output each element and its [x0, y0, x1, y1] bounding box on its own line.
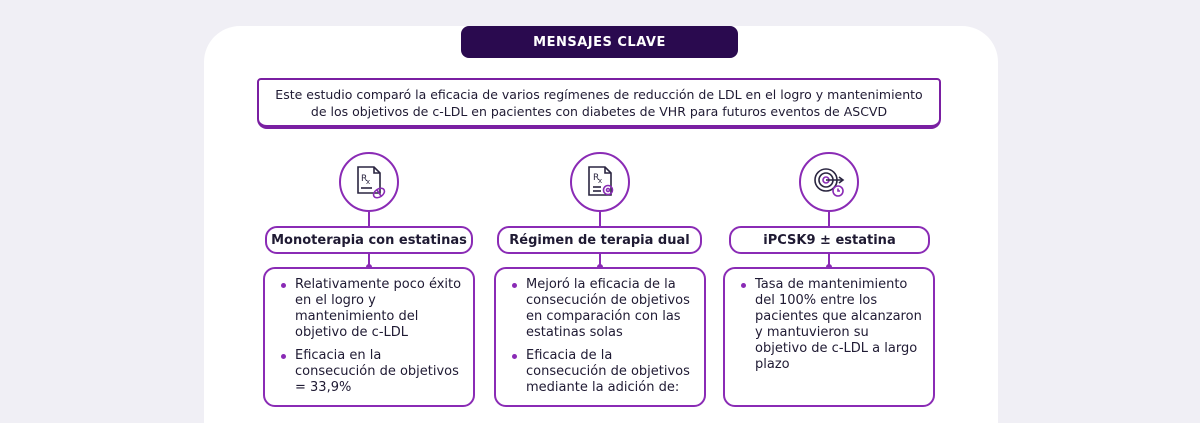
svg-text:x: x	[598, 177, 603, 185]
monoterapia-box	[263, 267, 475, 407]
connector-line	[599, 212, 601, 226]
list-item: Mejoró la eficacia de la consecución de objetivos en comparación con las estatinas solas	[526, 277, 694, 341]
list-item: Eficacia en la consecución de objetivos = 33,9%	[295, 348, 463, 396]
prescription-pills-icon	[339, 152, 399, 212]
label-terapia-dual: Régimen de terapia dual	[497, 226, 702, 254]
label-monoterapia: Monoterapia con estatinas	[265, 226, 473, 254]
list-item: Relativamente poco éxito en el logro y mantenimiento del objetivo de c-LDL	[295, 277, 462, 340]
connector-line	[828, 212, 830, 226]
svg-text:x: x	[366, 178, 371, 186]
connector-line	[368, 212, 370, 226]
ipcsk9-box	[723, 267, 935, 407]
list-item: Tasa de mantenimiento del 100% entre los pacientes que alcanzaron y mantuvieron su objetivo de c-LDL a largo plazo	[755, 277, 922, 372]
label-ipcsk9: iPCSK9 ± estatina	[729, 226, 930, 254]
target-arrow-clock-icon	[799, 152, 859, 212]
svg-text:R: R	[593, 173, 600, 183]
terapia-dual-box	[494, 267, 706, 407]
list-item: Eficacia de la consecución de objetivos mediante la adición de:	[526, 348, 694, 396]
svg-text:R: R	[361, 174, 368, 184]
section-title: MENSAJES CLAVE	[461, 26, 738, 58]
prescription-target-icon	[570, 152, 630, 212]
intro-text: Este estudio comparó la eficacia de varios regímenes de reducción de LDL en el logro y mantenimiento de los objetivos de c-LDL en pacientes con diabetes de VHR para futuros eventos de ASCVD	[257, 78, 941, 129]
